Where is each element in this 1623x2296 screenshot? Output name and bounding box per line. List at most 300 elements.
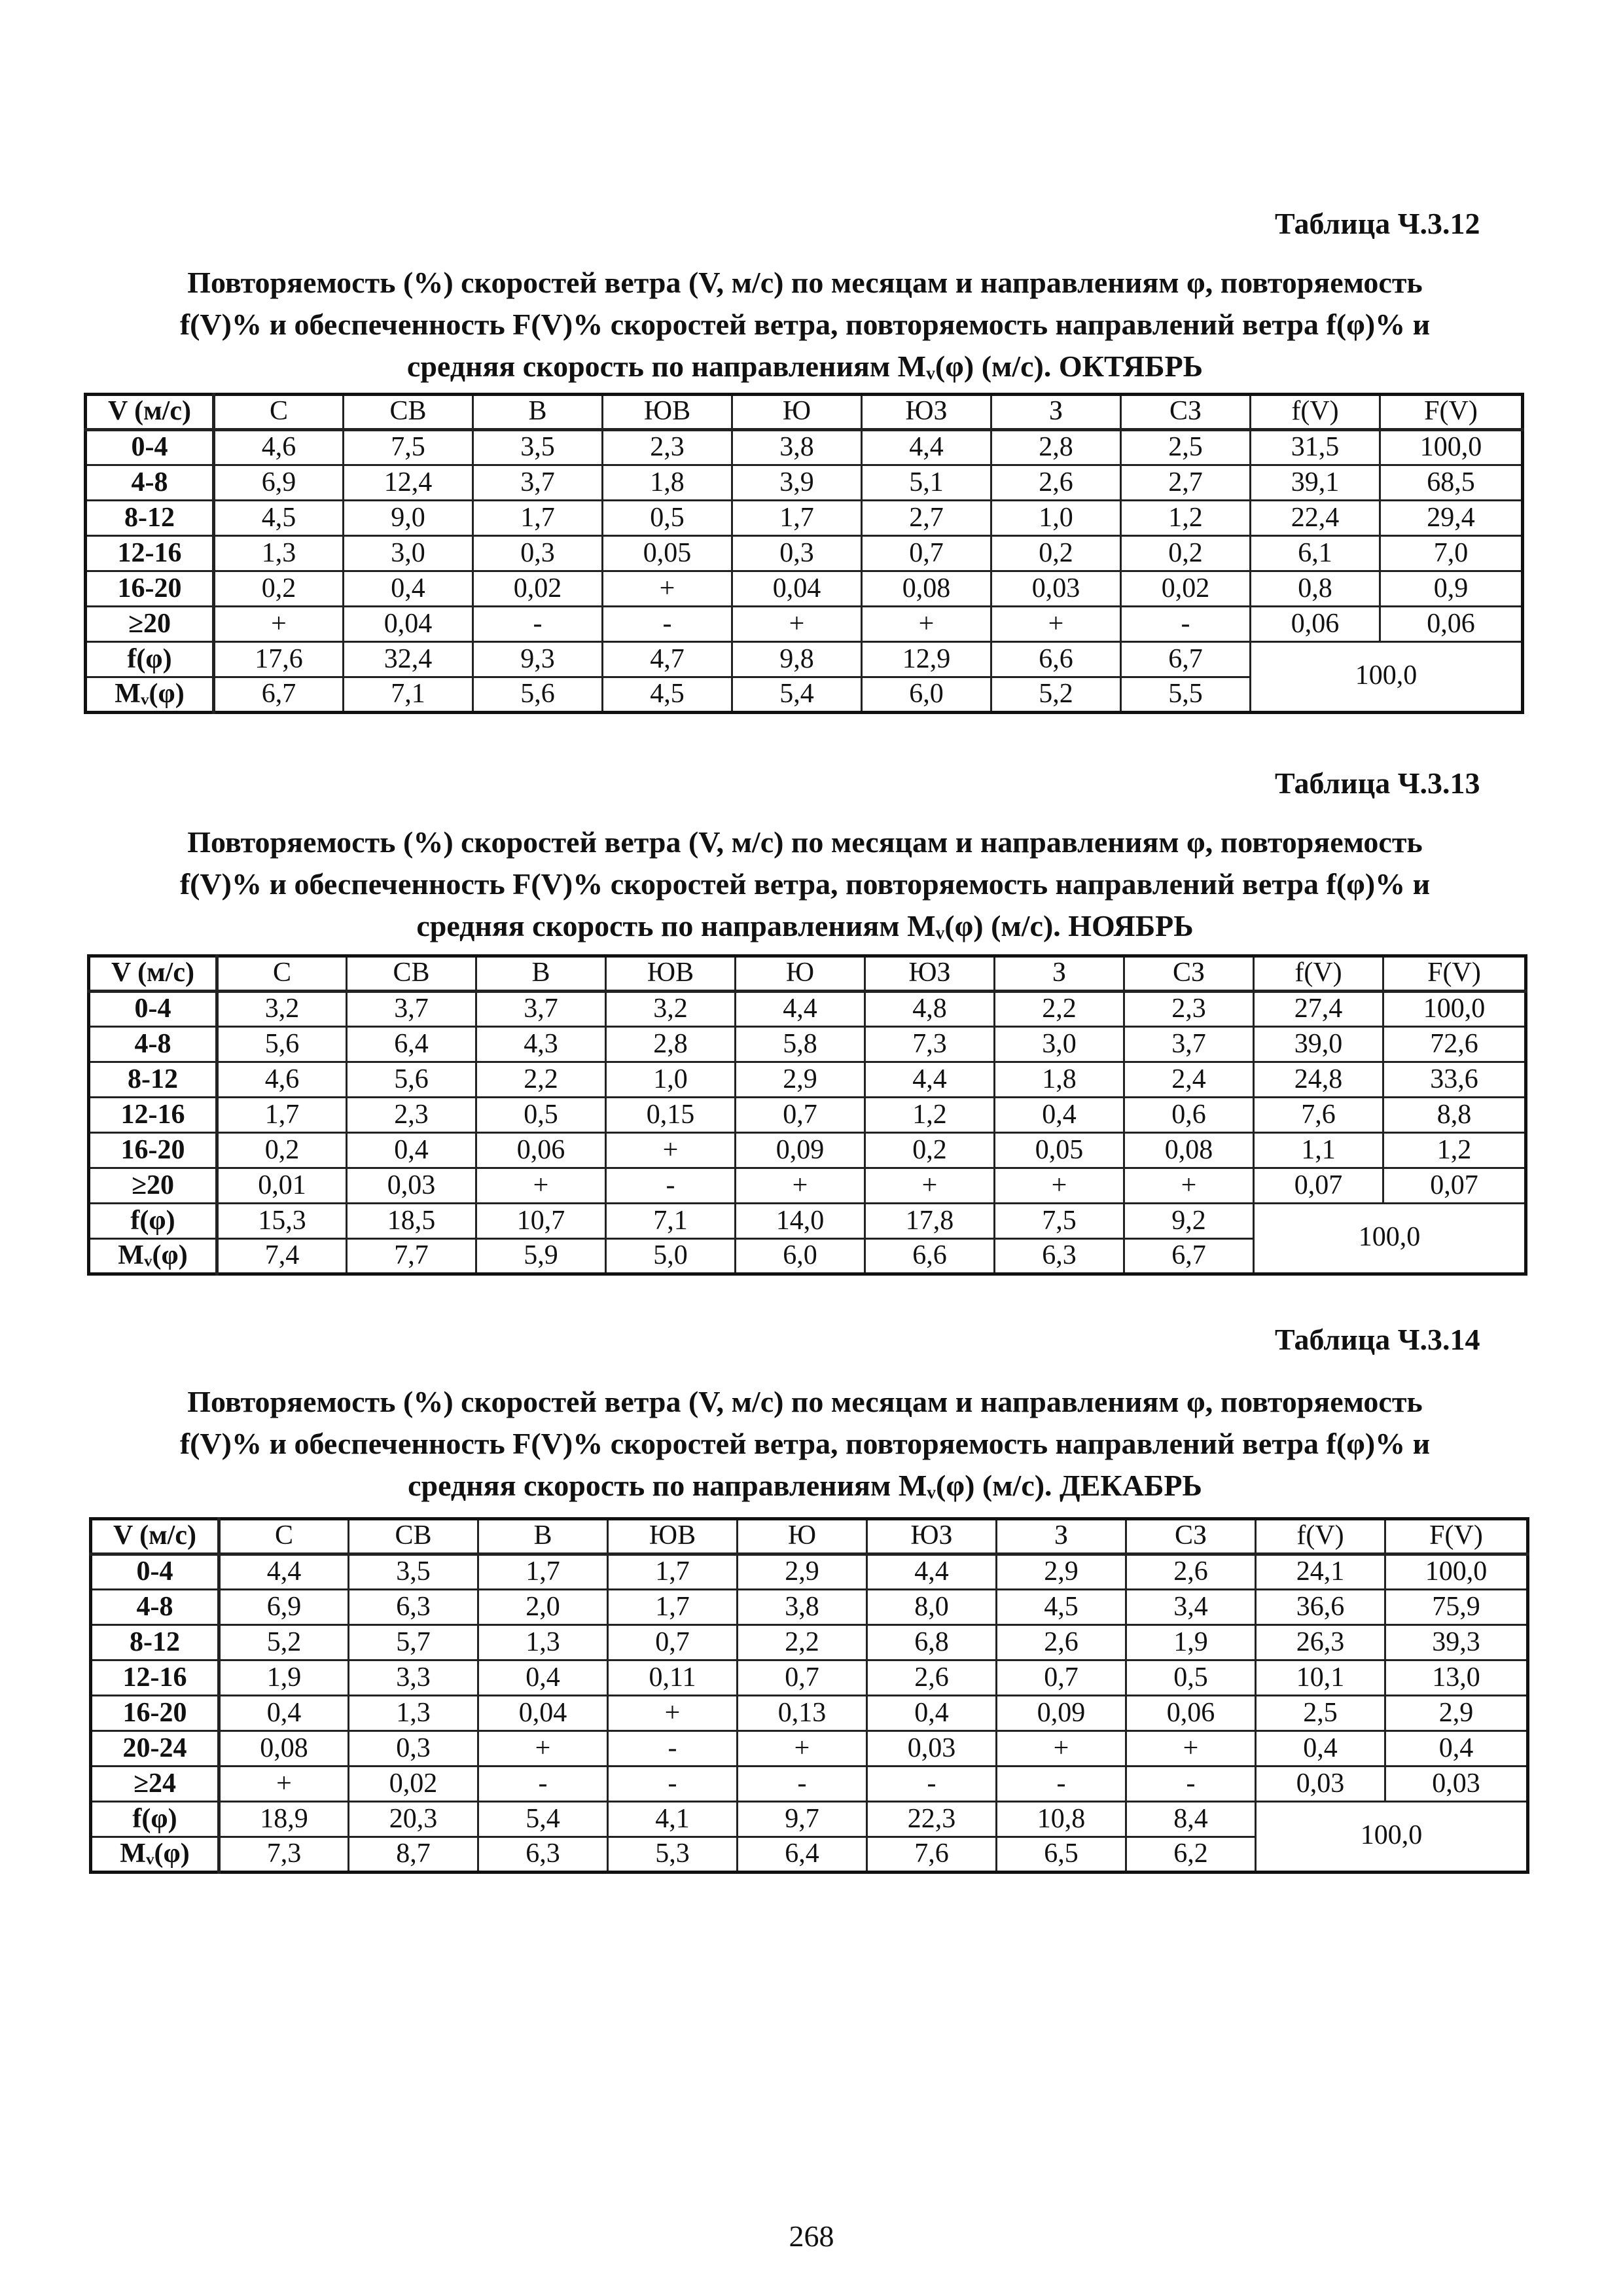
table-cell: 2,9: [1385, 1696, 1528, 1731]
table-cell: 8,8: [1383, 1098, 1526, 1133]
wind-table-october: [84, 393, 1524, 714]
table-cell: 72,6: [1383, 1027, 1526, 1062]
table-cell: 0,2: [1121, 536, 1251, 571]
table-cell: 5,6: [347, 1062, 476, 1098]
table-cell: -: [603, 607, 732, 642]
table-cell: 6,1: [1251, 536, 1380, 571]
table-number: Таблица Ч.3.13: [1275, 766, 1480, 800]
caption-line: средняя скорость по направлениям Mᵥ(φ) (м/с). ОКТЯБРЬ: [406, 350, 1204, 383]
table-cell: +: [608, 1696, 738, 1731]
table-cell: 5,2: [219, 1625, 349, 1660]
total-cell: 100,0: [1254, 1204, 1526, 1274]
table-cell: 2,5: [1121, 430, 1251, 465]
table-cell: 0,02: [1121, 571, 1251, 607]
caption-line: Повторяемость (%) скоростей ветра (V, м/с) по месяцам и направлениям φ, повторяемость: [187, 266, 1423, 299]
table-cell: 2,9: [736, 1062, 865, 1098]
table-cell: 7,3: [865, 1027, 995, 1062]
table-cell: 1,3: [349, 1696, 478, 1731]
table-cell: 0,03: [347, 1168, 476, 1204]
table-cell: 7,5: [344, 430, 473, 465]
table-cell: 2,6: [997, 1625, 1126, 1660]
table-row: [89, 1168, 1526, 1204]
table-row: [91, 1554, 1528, 1590]
table-cell: -: [473, 607, 603, 642]
table-cell: 2,2: [995, 992, 1124, 1027]
table-cell: 9,8: [732, 642, 862, 677]
table-cell: 10,8: [997, 1802, 1126, 1837]
f-phi-row: [89, 1204, 1526, 1239]
table-cell: 0,2: [214, 571, 344, 607]
table-caption: [92, 1381, 1518, 1507]
column-header: СЗ: [1126, 1519, 1256, 1554]
table-cell: 2,2: [476, 1062, 606, 1098]
table-cell: 6,6: [865, 1239, 995, 1274]
table-cell: 0,7: [738, 1660, 867, 1696]
table-cell: 0,15: [606, 1098, 736, 1133]
table-cell: 2,6: [991, 465, 1121, 501]
table-cell: 7,4: [217, 1239, 347, 1274]
table-cell: 2,6: [1126, 1554, 1256, 1590]
column-header: ЮЗ: [862, 395, 991, 430]
table-row: [91, 1696, 1528, 1731]
table-cell: 15,3: [217, 1204, 347, 1239]
table-cell: 4,4: [736, 992, 865, 1027]
table-cell: 39,0: [1254, 1027, 1383, 1062]
table-cell: 18,5: [347, 1204, 476, 1239]
table-row: [91, 1590, 1528, 1625]
table-cell: -: [1121, 607, 1251, 642]
column-header: V (м/с): [91, 1519, 219, 1554]
table-cell: 0,01: [217, 1168, 347, 1204]
table-cell: 0,3: [349, 1731, 478, 1767]
table-cell: 24,8: [1254, 1062, 1383, 1098]
table-cell: 0,8: [1251, 571, 1380, 607]
table-cell: 0,02: [349, 1767, 478, 1802]
table-cell: 3,9: [732, 465, 862, 501]
table-cell: 0,7: [997, 1660, 1126, 1696]
table-cell: 1,9: [219, 1660, 349, 1696]
table-cell: 12,4: [344, 465, 473, 501]
table-cell: 5,7: [349, 1625, 478, 1660]
table-cell: 3,3: [349, 1660, 478, 1696]
table-cell: 1,7: [608, 1590, 738, 1625]
table-cell: 2,9: [738, 1554, 867, 1590]
table-cell: 1,3: [214, 536, 344, 571]
table-caption: [92, 262, 1518, 387]
row-label: Mᵥ(φ): [89, 1239, 217, 1274]
table-cell: 6,3: [995, 1239, 1124, 1274]
table-row: [91, 1625, 1528, 1660]
row-label: 8-12: [91, 1625, 219, 1660]
row-label: f(φ): [86, 642, 214, 677]
table-cell: 0,03: [1385, 1767, 1528, 1802]
table-cell: 27,4: [1254, 992, 1383, 1027]
table-cell: 0,2: [991, 536, 1121, 571]
table-cell: -: [478, 1767, 608, 1802]
column-header: З: [991, 395, 1121, 430]
row-label: 12-16: [91, 1660, 219, 1696]
table-row: [86, 571, 1523, 607]
table-cell: 32,4: [344, 642, 473, 677]
table-cell: -: [606, 1168, 736, 1204]
table-cell: 9,0: [344, 501, 473, 536]
table-cell: 0,05: [603, 536, 732, 571]
table-cell: 5,6: [217, 1027, 347, 1062]
column-header: З: [997, 1519, 1126, 1554]
row-label: 8-12: [89, 1062, 217, 1098]
table-cell: +: [476, 1168, 606, 1204]
table-cell: 0,04: [732, 571, 862, 607]
table-cell: 0,5: [1126, 1660, 1256, 1696]
row-label: 0-4: [91, 1554, 219, 1590]
table-cell: 6,4: [738, 1837, 867, 1873]
table-cell: 0,08: [219, 1731, 349, 1767]
table-cell: 6,8: [867, 1625, 997, 1660]
table-cell: 2,0: [478, 1590, 608, 1625]
table-row: [91, 1660, 1528, 1696]
table-cell: 5,4: [478, 1802, 608, 1837]
table-cell: 17,6: [214, 642, 344, 677]
table-cell: 4,5: [214, 501, 344, 536]
table-cell: 0,03: [991, 571, 1121, 607]
column-header: С: [219, 1519, 349, 1554]
table-cell: 1,9: [1126, 1625, 1256, 1660]
table-cell: +: [478, 1731, 608, 1767]
table-cell: 5,9: [476, 1239, 606, 1274]
table-cell: 6,2: [1126, 1837, 1256, 1873]
table-cell: 5,8: [736, 1027, 865, 1062]
table-cell: 22,3: [867, 1802, 997, 1837]
table-cell: 13,0: [1385, 1660, 1528, 1696]
table-cell: 6,5: [997, 1837, 1126, 1873]
table-row: [91, 1767, 1528, 1802]
caption-line: Повторяемость (%) скоростей ветра (V, м/с) по месяцам и направлениям φ, повторяемость: [187, 825, 1423, 859]
table-cell: 0,9: [1380, 571, 1523, 607]
column-header: Ю: [732, 395, 862, 430]
caption-line: f(V)% и обеспеченность F(V)% скоростей ветра, повторяемость направлений ветра f(φ)% и: [179, 1427, 1431, 1460]
caption-line: Повторяемость (%) скоростей ветра (V, м/с) по месяцам и направлениям φ, повторяемость: [187, 1385, 1423, 1418]
table-row: [89, 1062, 1526, 1098]
table-cell: 0,06: [476, 1133, 606, 1168]
table-cell: 4,4: [867, 1554, 997, 1590]
table-cell: 0,4: [347, 1133, 476, 1168]
table-cell: 3,0: [995, 1027, 1124, 1062]
table-cell: 4,6: [214, 430, 344, 465]
table-cell: 3,8: [738, 1590, 867, 1625]
column-header: В: [476, 956, 606, 992]
table-cell: 5,6: [473, 677, 603, 713]
page-number: 268: [789, 2219, 834, 2253]
table-cell: 24,1: [1256, 1554, 1385, 1590]
table-cell: 20,3: [349, 1802, 478, 1837]
row-label: 12-16: [89, 1098, 217, 1133]
table-cell: +: [738, 1731, 867, 1767]
table-cell: 2,9: [997, 1554, 1126, 1590]
table-cell: 0,06: [1251, 607, 1380, 642]
column-header: F(V): [1385, 1519, 1528, 1554]
table-cell: 0,4: [867, 1696, 997, 1731]
table-cell: 0,02: [473, 571, 603, 607]
table-cell: 0,08: [1124, 1133, 1254, 1168]
column-header: В: [473, 395, 603, 430]
table-cell: 10,1: [1256, 1660, 1385, 1696]
table-cell: +: [862, 607, 991, 642]
column-header: F(V): [1383, 956, 1526, 992]
column-header: F(V): [1380, 395, 1523, 430]
table-cell: +: [1126, 1731, 1256, 1767]
table-cell: 1,0: [991, 501, 1121, 536]
table-cell: 4,5: [997, 1590, 1126, 1625]
table-cell: 0,06: [1126, 1696, 1256, 1731]
table-cell: 0,04: [478, 1696, 608, 1731]
table-cell: 7,0: [1380, 536, 1523, 571]
table-cell: +: [214, 607, 344, 642]
table-cell: 3,7: [1124, 1027, 1254, 1062]
table-cell: 9,3: [473, 642, 603, 677]
table-cell: 0,07: [1383, 1168, 1526, 1204]
row-label: 4-8: [86, 465, 214, 501]
table-cell: 1,7: [478, 1554, 608, 1590]
table-cell: 5,3: [608, 1837, 738, 1873]
table-cell: 6,7: [1121, 642, 1251, 677]
table-cell: 0,4: [478, 1660, 608, 1696]
table-cell: 0,09: [736, 1133, 865, 1168]
caption-line: средняя скорость по направлениям Mᵥ(φ) (м/с). НОЯБРЬ: [416, 909, 1194, 942]
header-row: [86, 395, 1523, 430]
column-header: V (м/с): [86, 395, 214, 430]
row-label: 0-4: [89, 992, 217, 1027]
table-cell: 4,4: [865, 1062, 995, 1098]
table-number: Таблица Ч.3.12: [1275, 207, 1480, 240]
table-cell: 1,2: [1121, 501, 1251, 536]
total-cell: 100,0: [1251, 642, 1523, 713]
row-label: Mᵥ(φ): [91, 1837, 219, 1873]
table-cell: 7,3: [219, 1837, 349, 1873]
table-cell: 1,0: [606, 1062, 736, 1098]
table-cell: 1,2: [865, 1098, 995, 1133]
table-cell: 6,7: [1124, 1239, 1254, 1274]
table-cell: 2,6: [867, 1660, 997, 1696]
column-header: Ю: [736, 956, 865, 992]
table-cell: 1,7: [608, 1554, 738, 1590]
table-cell: +: [1124, 1168, 1254, 1204]
table-cell: 36,6: [1256, 1590, 1385, 1625]
table-cell: 8,0: [867, 1590, 997, 1625]
table-cell: 3,7: [473, 465, 603, 501]
table-row: [86, 501, 1523, 536]
table-cell: 5,4: [732, 677, 862, 713]
table-cell: +: [995, 1168, 1124, 1204]
table-cell: 3,7: [476, 992, 606, 1027]
table-cell: 0,2: [865, 1133, 995, 1168]
table-cell: 4,1: [608, 1802, 738, 1837]
header-row: [89, 956, 1526, 992]
table-cell: 1,8: [995, 1062, 1124, 1098]
table-row: [89, 992, 1526, 1027]
table-cell: -: [1126, 1767, 1256, 1802]
table-cell: 0,2: [217, 1133, 347, 1168]
table-cell: 4,3: [476, 1027, 606, 1062]
table-cell: 4,7: [603, 642, 732, 677]
table-cell: 3,2: [217, 992, 347, 1027]
table-cell: 0,03: [867, 1731, 997, 1767]
table-cell: 100,0: [1380, 430, 1523, 465]
table-cell: -: [738, 1767, 867, 1802]
table-caption: [92, 821, 1518, 947]
table-cell: 0,3: [732, 536, 862, 571]
table-row: [86, 607, 1523, 642]
table-cell: 5,5: [1121, 677, 1251, 713]
column-header: f(V): [1254, 956, 1383, 992]
table-cell: 8,7: [349, 1837, 478, 1873]
row-label: Mᵥ(φ): [86, 677, 214, 713]
table-cell: 31,5: [1251, 430, 1380, 465]
wind-table-december: [89, 1517, 1529, 1874]
table-cell: 1,8: [603, 465, 732, 501]
table-cell: 6,3: [349, 1590, 478, 1625]
table-cell: 0,4: [219, 1696, 349, 1731]
row-label: 4-8: [91, 1590, 219, 1625]
column-header: f(V): [1256, 1519, 1385, 1554]
table-cell: -: [867, 1767, 997, 1802]
table-cell: 7,1: [344, 677, 473, 713]
table-cell: 2,7: [862, 501, 991, 536]
table-cell: 6,7: [214, 677, 344, 713]
caption-line: средняя скорость по направлениям Mᵥ(φ) (м/с). ДЕКАБРЬ: [408, 1469, 1202, 1502]
table-cell: 7,1: [606, 1204, 736, 1239]
table-cell: 0,4: [1385, 1731, 1528, 1767]
table-cell: 6,3: [478, 1837, 608, 1873]
row-label: ≥20: [86, 607, 214, 642]
table-cell: 6,9: [214, 465, 344, 501]
row-label: ≥24: [91, 1767, 219, 1802]
table-cell: 0,6: [1124, 1098, 1254, 1133]
column-header: ЮВ: [606, 956, 736, 992]
column-header: f(V): [1251, 395, 1380, 430]
table-cell: 7,5: [995, 1204, 1124, 1239]
table-cell: 3,2: [606, 992, 736, 1027]
table-cell: 0,5: [603, 501, 732, 536]
table-cell: 0,7: [736, 1098, 865, 1133]
row-label: f(φ): [91, 1802, 219, 1837]
table-cell: 12,9: [862, 642, 991, 677]
table-cell: 0,06: [1380, 607, 1523, 642]
table-cell: 6,0: [862, 677, 991, 713]
column-header: ЮВ: [608, 1519, 738, 1554]
table-cell: 0,04: [344, 607, 473, 642]
table-cell: 7,6: [1254, 1098, 1383, 1133]
table-cell: 1,2: [1383, 1133, 1526, 1168]
table-cell: 2,2: [738, 1625, 867, 1660]
wind-table-november: [87, 954, 1527, 1276]
table-cell: 0,3: [473, 536, 603, 571]
table-cell: 7,7: [347, 1239, 476, 1274]
table-cell: 0,5: [476, 1098, 606, 1133]
table-cell: 14,0: [736, 1204, 865, 1239]
header-row: [91, 1519, 1528, 1554]
caption-line: f(V)% и обеспеченность F(V)% скоростей ветра, повторяемость направлений ветра f(φ)% и: [179, 308, 1431, 341]
table-cell: 75,9: [1385, 1590, 1528, 1625]
table-cell: 5,0: [606, 1239, 736, 1274]
row-label: 16-20: [86, 571, 214, 607]
table-cell: 0,09: [997, 1696, 1126, 1731]
table-cell: 0,4: [1256, 1731, 1385, 1767]
column-header: З: [995, 956, 1124, 992]
column-header: СВ: [344, 395, 473, 430]
table-cell: 1,7: [732, 501, 862, 536]
f-phi-row: [91, 1802, 1528, 1837]
table-cell: 4,4: [862, 430, 991, 465]
table-row: [89, 1027, 1526, 1062]
table-cell: 3,8: [732, 430, 862, 465]
table-cell: 26,3: [1256, 1625, 1385, 1660]
table-cell: 39,1: [1251, 465, 1380, 501]
table-cell: 0,08: [862, 571, 991, 607]
table-cell: 3,4: [1126, 1590, 1256, 1625]
table-row: [91, 1731, 1528, 1767]
column-header: СЗ: [1121, 395, 1251, 430]
row-label: ≥20: [89, 1168, 217, 1204]
table-cell: 2,8: [606, 1027, 736, 1062]
column-header: С: [217, 956, 347, 992]
table-cell: 2,3: [347, 1098, 476, 1133]
column-header: СВ: [347, 956, 476, 992]
table-cell: 0,13: [738, 1696, 867, 1731]
table-cell: 33,6: [1383, 1062, 1526, 1098]
table-cell: 3,0: [344, 536, 473, 571]
table-cell: 100,0: [1383, 992, 1526, 1027]
table-cell: 6,9: [219, 1590, 349, 1625]
table-cell: 4,4: [219, 1554, 349, 1590]
table-cell: 1,1: [1254, 1133, 1383, 1168]
table-cell: 0,11: [608, 1660, 738, 1696]
table-cell: 18,9: [219, 1802, 349, 1837]
table-cell: -: [608, 1731, 738, 1767]
column-header: СВ: [349, 1519, 478, 1554]
table-row: [89, 1098, 1526, 1133]
table-cell: +: [603, 571, 732, 607]
row-label: 0-4: [86, 430, 214, 465]
table-cell: +: [736, 1168, 865, 1204]
row-label: 12-16: [86, 536, 214, 571]
table-cell: +: [219, 1767, 349, 1802]
table-cell: 10,7: [476, 1204, 606, 1239]
row-label: 20-24: [91, 1731, 219, 1767]
row-label: f(φ): [89, 1204, 217, 1239]
column-header: ЮЗ: [865, 956, 995, 992]
table-cell: 0,4: [344, 571, 473, 607]
table-number: Таблица Ч.3.14: [1275, 1323, 1480, 1356]
table-cell: 22,4: [1251, 501, 1380, 536]
table-row: [89, 1133, 1526, 1168]
column-header: В: [478, 1519, 608, 1554]
table-cell: 9,7: [738, 1802, 867, 1837]
table-cell: 4,8: [865, 992, 995, 1027]
column-header: V (м/с): [89, 956, 217, 992]
table-cell: 2,3: [603, 430, 732, 465]
table-cell: 1,3: [478, 1625, 608, 1660]
column-header: Ю: [738, 1519, 867, 1554]
table-cell: 0,4: [995, 1098, 1124, 1133]
table-row: [86, 430, 1523, 465]
table-cell: 9,2: [1124, 1204, 1254, 1239]
table-cell: 0,07: [1254, 1168, 1383, 1204]
table-cell: +: [991, 607, 1121, 642]
table-cell: 3,5: [349, 1554, 478, 1590]
table-cell: 1,7: [473, 501, 603, 536]
table-cell: 2,8: [991, 430, 1121, 465]
column-header: СЗ: [1124, 956, 1254, 992]
